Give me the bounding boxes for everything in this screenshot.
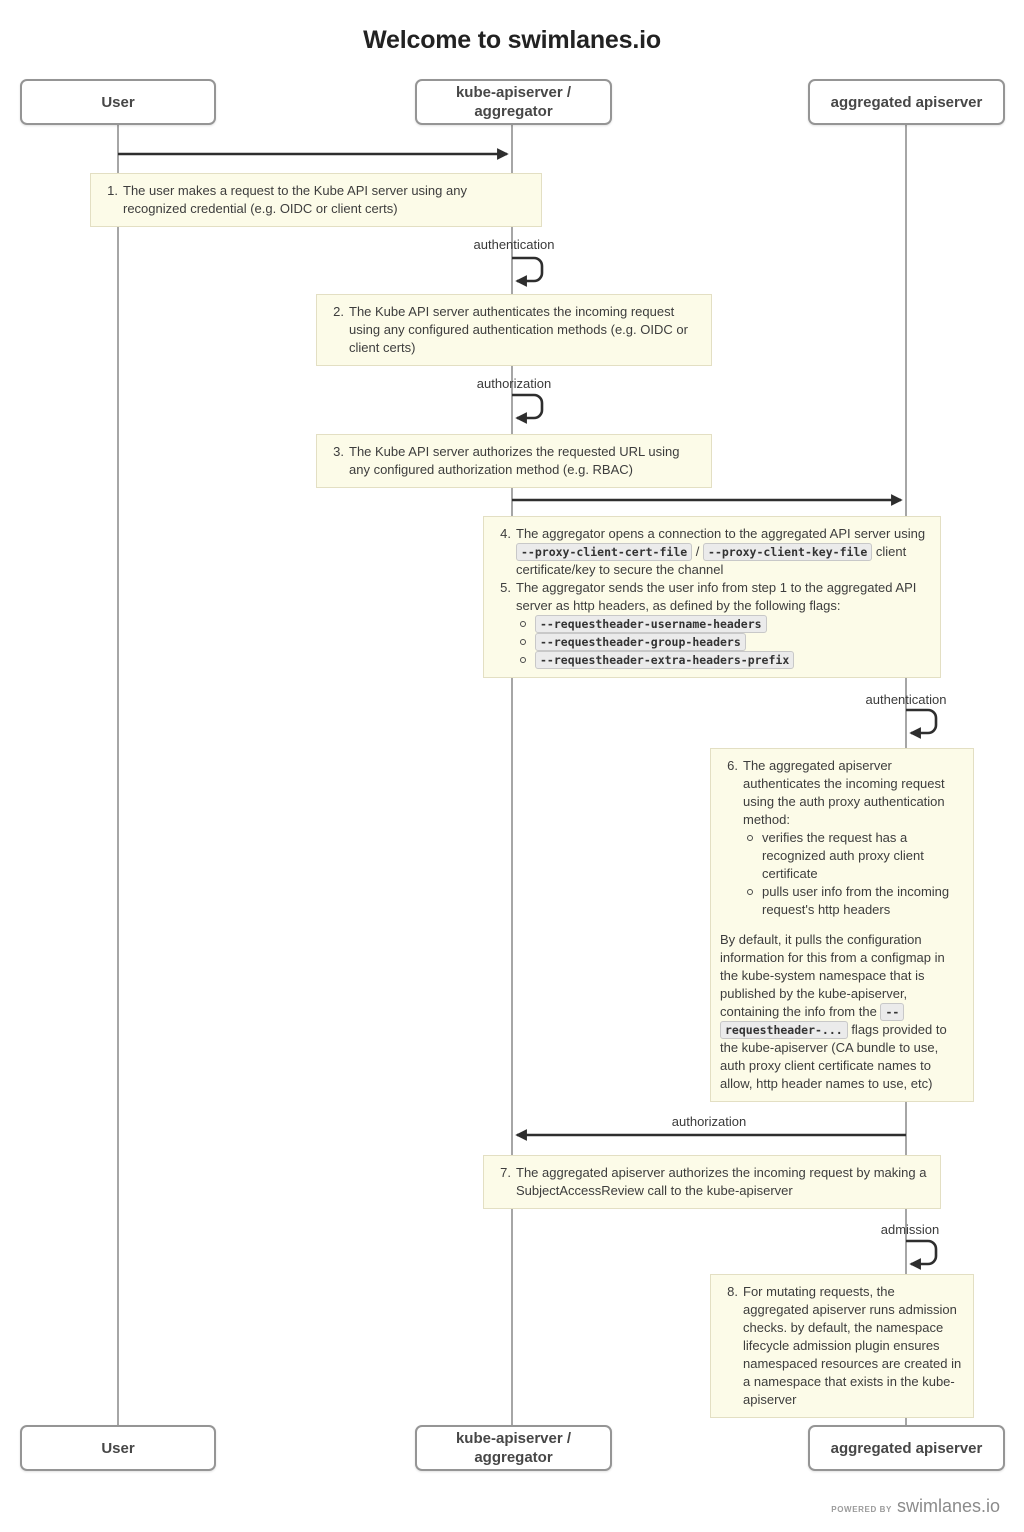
- page-title: Welcome to swimlanes.io: [363, 26, 661, 54]
- note-text: The user makes a request to the Kube API server using any recognized credential (e.g. OIDC or client certs): [123, 183, 467, 216]
- note-text: For mutating requests, the aggregated apiserver runs admission checks. by default, the namespace lifecycle admission plugin ensures namespaced resources are created in a namespace that exists in the kube-apiserver: [743, 1284, 962, 1407]
- note-text: The aggregator sends the user info from step 1 to the aggregated API server as http headers, as defined by the following flags:: [516, 580, 917, 613]
- swimlanes-brand-link[interactable]: swimlanes.io: [896, 1496, 1000, 1516]
- note-text: [535, 633, 930, 651]
- note-text: [535, 651, 930, 669]
- note-step-6: [710, 748, 974, 1102]
- code-chip: --proxy-client-cert-file: [516, 543, 692, 561]
- note-step-4-5: [483, 516, 941, 678]
- note-item: [720, 757, 963, 829]
- note-text: pulls user info from the incoming request's http headers: [762, 884, 950, 917]
- list-number: 6.: [727, 758, 738, 773]
- bullet-icon: [520, 639, 526, 645]
- lane-box-kube-apiserver-top: kube-apiserver / aggregator: [415, 79, 612, 125]
- label-authentication-aggregated: authentication: [865, 692, 947, 707]
- bullet-icon: [747, 889, 753, 895]
- bullet-icon: [520, 621, 526, 627]
- self-loop-admission-aggregated: [906, 1241, 936, 1264]
- note-bullet: [519, 633, 930, 651]
- list-number: 3.: [333, 444, 344, 459]
- note-item: [493, 525, 930, 579]
- self-loop-authentication-aggregated: [906, 710, 936, 733]
- label-authorization-arrow: authorization: [671, 1114, 747, 1129]
- note-item: [493, 1164, 930, 1200]
- lane-box-user-top: User: [20, 79, 216, 125]
- note-para: [720, 931, 963, 1093]
- note-step-3: [316, 434, 712, 488]
- note-text: The aggregator opens a connection to the aggregated API server using --proxy-client-cert-file / --proxy-client-key-file client certificate/key to secure the channel: [516, 526, 926, 577]
- self-loop-authentication-kube: [512, 258, 542, 281]
- code-chip: --: [880, 1003, 904, 1021]
- code-chip: --requestheader-group-headers: [535, 633, 746, 651]
- note-item: [100, 182, 531, 218]
- note-bullet: [519, 615, 930, 633]
- note-text: The Kube API server authorizes the requested URL using any configured authorization method (e.g. RBAC): [349, 444, 680, 477]
- code-chip: requestheader-...: [720, 1021, 848, 1039]
- note-step-2: [316, 294, 712, 366]
- label-authentication-kube: authentication: [473, 237, 555, 252]
- code-chip: --requestheader-username-headers: [535, 615, 767, 633]
- note-bullet: [746, 829, 963, 883]
- note-item: [326, 443, 701, 479]
- note-bullet: [519, 651, 930, 669]
- note-text: The aggregated apiserver authenticates the incoming request using the auth proxy authentication method:: [743, 758, 945, 827]
- list-number: 7.: [500, 1165, 511, 1180]
- powered-by-label: POWERED BY: [831, 1505, 892, 1514]
- note-text: The aggregated apiserver authorizes the incoming request by making a SubjectAccessReview call to the kube-apiserver: [516, 1165, 927, 1198]
- note-text: The Kube API server authenticates the incoming request using any configured authentication methods (e.g. OIDC or client certs): [349, 304, 688, 355]
- bullet-icon: [520, 657, 526, 663]
- note-bullet: [746, 883, 963, 919]
- note-text: [535, 615, 930, 633]
- list-number: 8.: [727, 1284, 738, 1299]
- lane-box-kube-apiserver-bottom: kube-apiserver / aggregator: [415, 1425, 612, 1471]
- note-item: [326, 303, 701, 357]
- self-loop-authorization-kube: [512, 395, 542, 418]
- list-number: 4.: [500, 526, 511, 541]
- bullet-icon: [747, 835, 753, 841]
- footer: [831, 1496, 1000, 1517]
- note-step-1: [90, 173, 542, 227]
- lane-box-aggregated-apiserver-top: aggregated apiserver: [808, 79, 1005, 125]
- label-authorization-kube: authorization: [476, 376, 552, 391]
- code-chip: --proxy-client-key-file: [703, 543, 872, 561]
- list-number: 2.: [333, 304, 344, 319]
- note-text: By default, it pulls the configuration information for this from a configmap in the kube-system namespace that is published by the kube-apiserver, containing the info from the --requestheader-... flags provided to the kube-apiserver (CA bundle to use, auth proxy client certificate names to allow, http header names to use, etc): [720, 932, 947, 1091]
- list-number: 1.: [107, 183, 118, 198]
- label-admission-aggregated: admission: [880, 1222, 940, 1237]
- note-item: [493, 579, 930, 615]
- note-step-8: [710, 1274, 974, 1418]
- list-number: 5.: [500, 580, 511, 595]
- note-item: [720, 1283, 963, 1409]
- lane-box-aggregated-apiserver-bottom: aggregated apiserver: [808, 1425, 1005, 1471]
- lane-box-user-bottom: User: [20, 1425, 216, 1471]
- note-step-7: [483, 1155, 941, 1209]
- note-text: verifies the request has a recognized auth proxy client certificate: [762, 830, 924, 881]
- code-chip: --requestheader-extra-headers-prefix: [535, 651, 794, 669]
